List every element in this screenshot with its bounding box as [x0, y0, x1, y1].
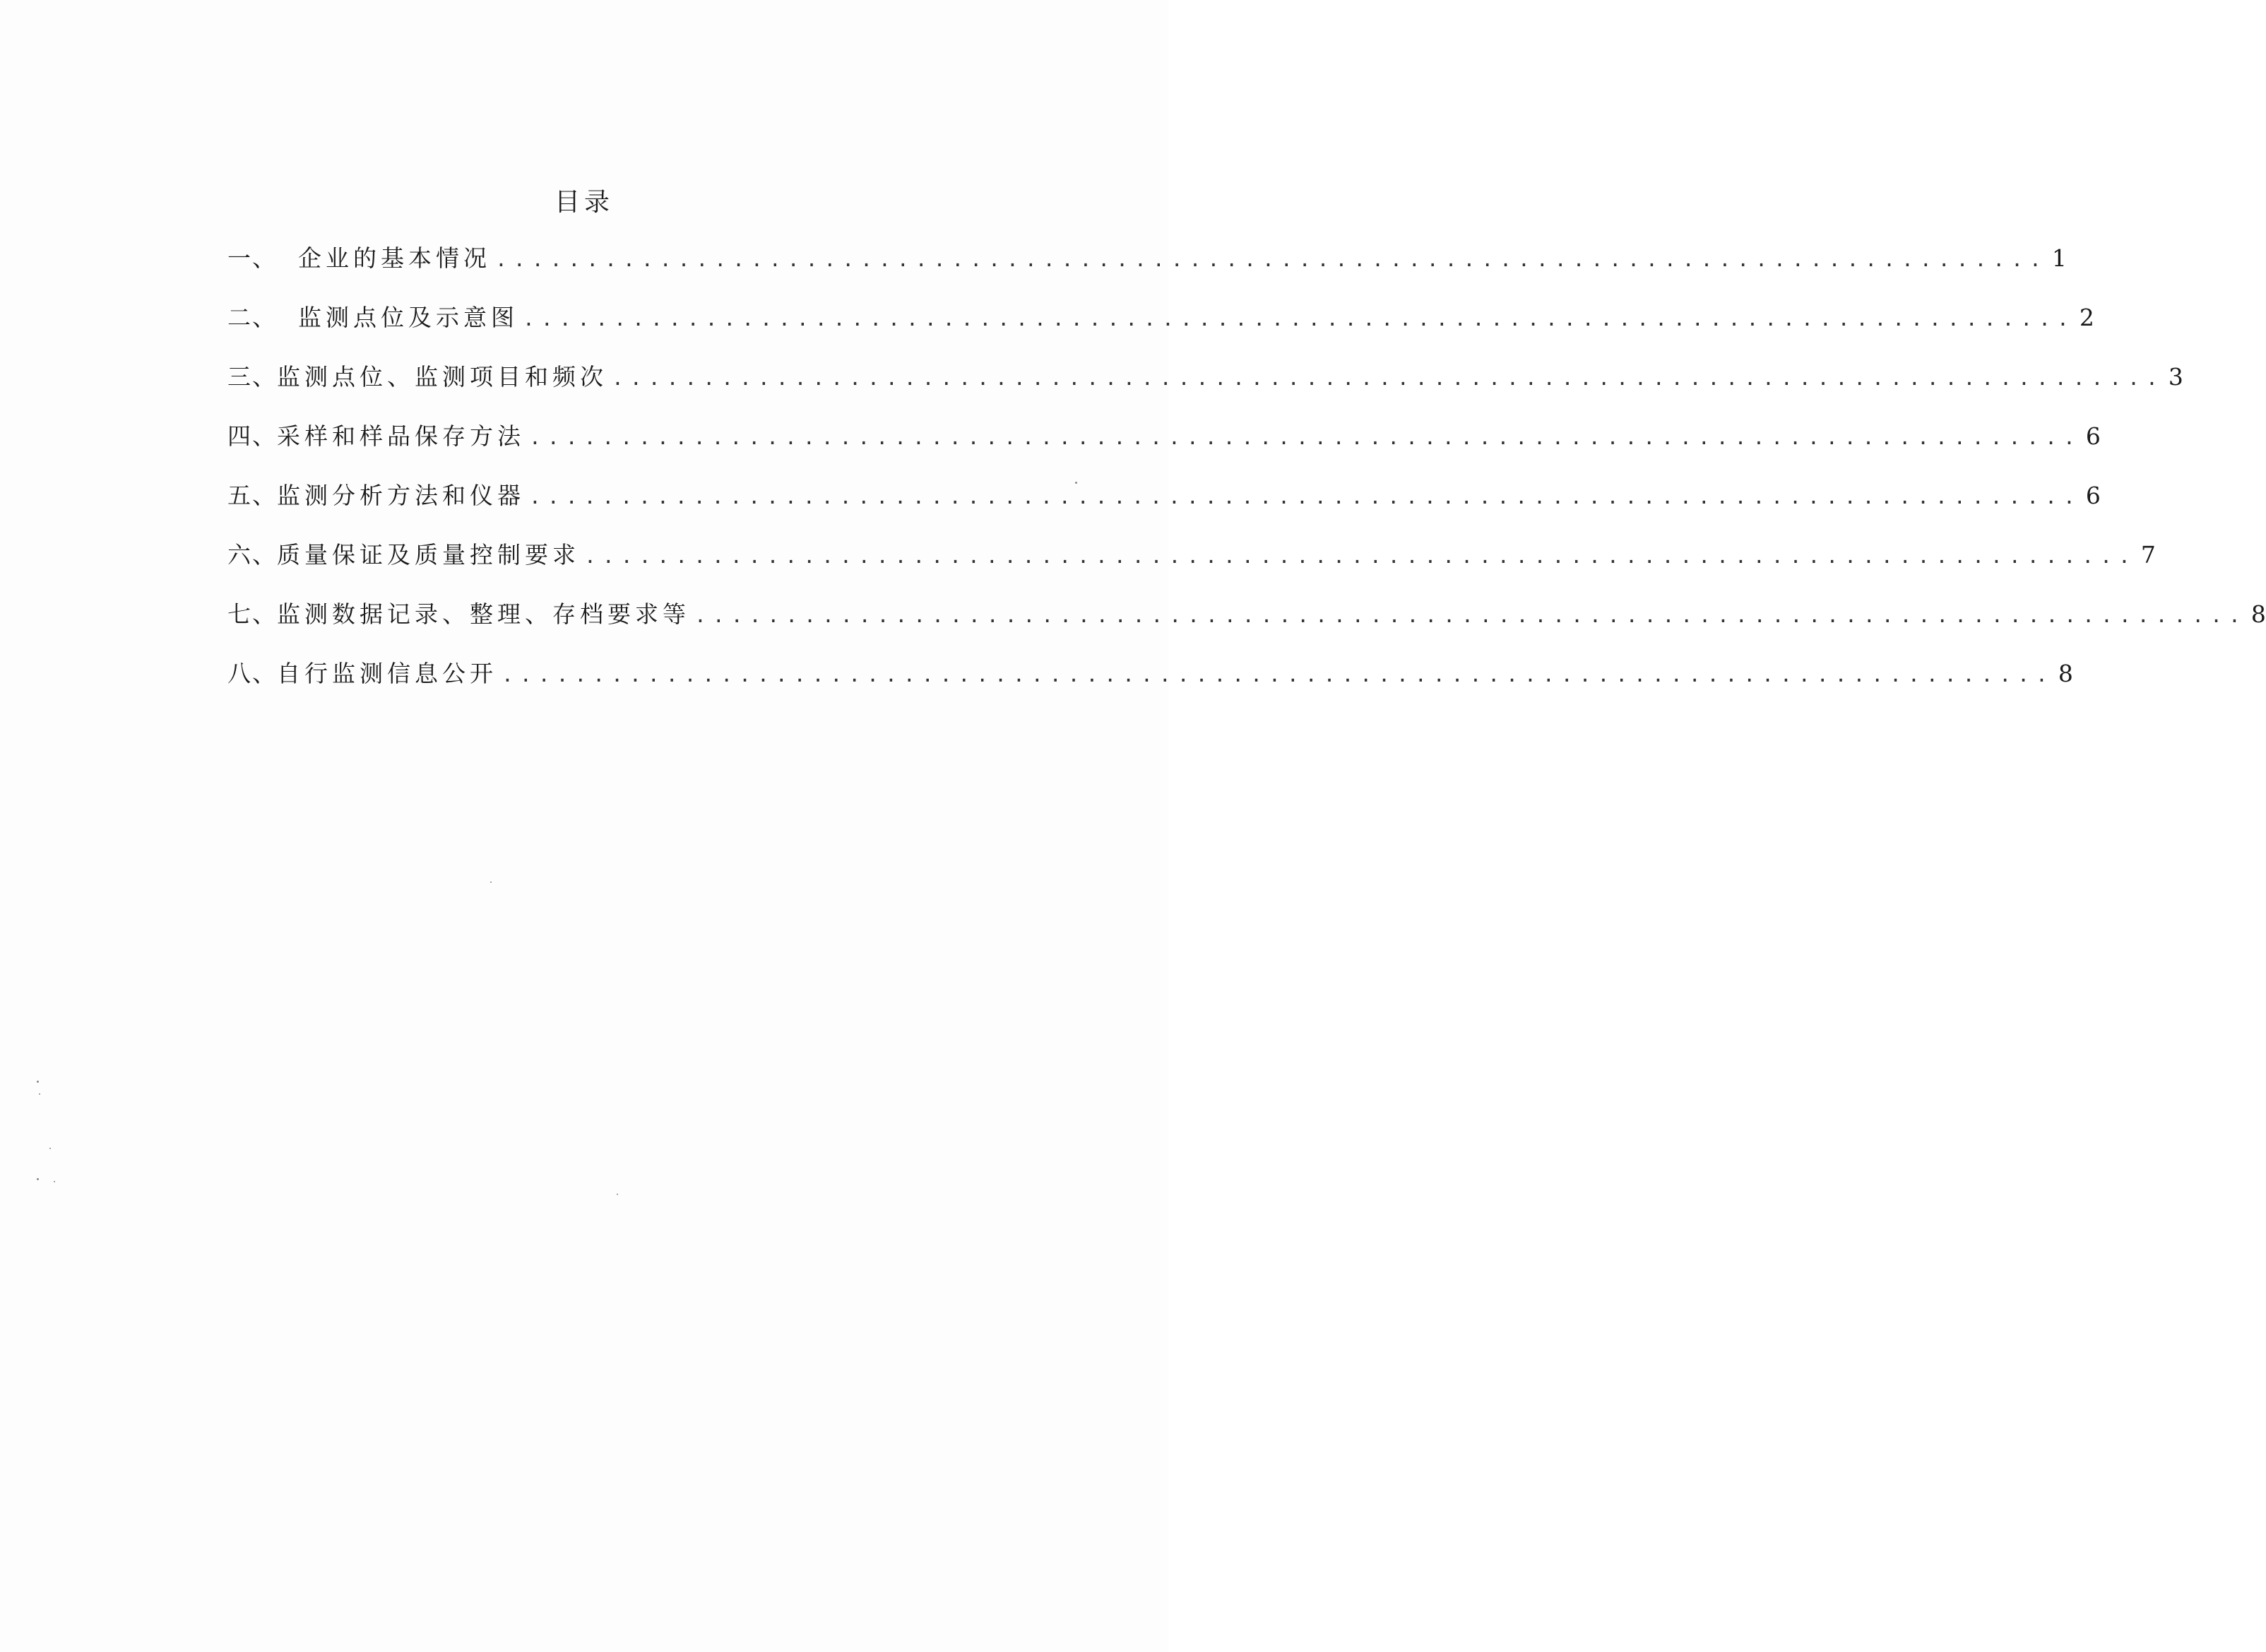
toc-entry-page: 1 [2051, 244, 2067, 272]
toc-dot-leader: ..................................................................................... [584, 545, 2137, 568]
toc-entry-number: 五、 [227, 482, 277, 509]
toc-entry-number: 四、 [227, 422, 277, 450]
scan-speck [49, 1148, 51, 1149]
toc-list [227, 240, 2266, 715]
toc-entry-page: 3 [2168, 363, 2183, 391]
toc-entry-page: 8 [2250, 600, 2266, 628]
toc-dot-leader: ..................................................................................... [694, 604, 2247, 627]
toc-entry-number: 一、 [227, 244, 277, 272]
toc-entry-5[interactable] [227, 477, 2101, 537]
toc-entry-7[interactable] [227, 596, 2266, 655]
toc-entry-3[interactable] [227, 359, 2183, 418]
toc-entry-label: 采样和样品保存方法 [277, 422, 525, 450]
toc-entry-8[interactable] [227, 655, 2073, 715]
toc-dot-leader: ..................................................................................... [502, 663, 2054, 687]
toc-entry-number: 三、 [227, 363, 277, 391]
toc-dot-leader: ..................................................................................... [529, 426, 2082, 449]
scan-speck [490, 881, 492, 883]
toc-entry-number: 七、 [227, 600, 277, 628]
scan-speck [617, 1194, 618, 1195]
toc-dot-leader: ..................................................................................... [495, 248, 2048, 271]
scan-speck [37, 1178, 39, 1180]
toc-entry-page: 2 [2079, 304, 2094, 331]
toc-entry-page: 8 [2058, 660, 2073, 687]
scan-speck [39, 1093, 40, 1095]
toc-entry-page: 6 [2085, 422, 2101, 450]
toc-entry-label: 监测点位及示意图 [298, 304, 518, 331]
toc-entry-number: 八、 [227, 660, 277, 687]
toc-entry-label: 监测数据记录、整理、存档要求等 [277, 600, 690, 628]
toc-entry-number: 六、 [227, 541, 277, 569]
toc-entry-label: 企业的基本情况 [298, 244, 491, 272]
toc-entry-number: 二、 [227, 304, 277, 331]
toc-entry-6[interactable] [227, 537, 2156, 596]
toc-dot-leader: ..................................................................................... [612, 367, 2164, 390]
scan-speck [37, 1081, 39, 1083]
toc-dot-leader: ..................................................................................... [529, 485, 2082, 509]
toc-entry-page: 7 [2140, 541, 2156, 569]
toc-entry-page: 6 [2085, 482, 2101, 509]
scan-speck [54, 1181, 55, 1182]
toc-entry-2[interactable] [227, 299, 2094, 359]
toc-entry-1[interactable] [227, 240, 2067, 299]
toc-entry-label: 自行监测信息公开 [277, 660, 497, 687]
toc-title: 目录 [554, 188, 614, 217]
scan-speck [1075, 482, 1077, 484]
toc-dot-leader: ..................................................................................... [523, 307, 2075, 331]
toc-entry-4[interactable] [227, 418, 2101, 477]
toc-entry-label: 监测分析方法和仪器 [277, 482, 525, 509]
toc-entry-label: 监测点位、监测项目和频次 [277, 363, 607, 391]
toc-entry-label: 质量保证及质量控制要求 [277, 541, 580, 569]
